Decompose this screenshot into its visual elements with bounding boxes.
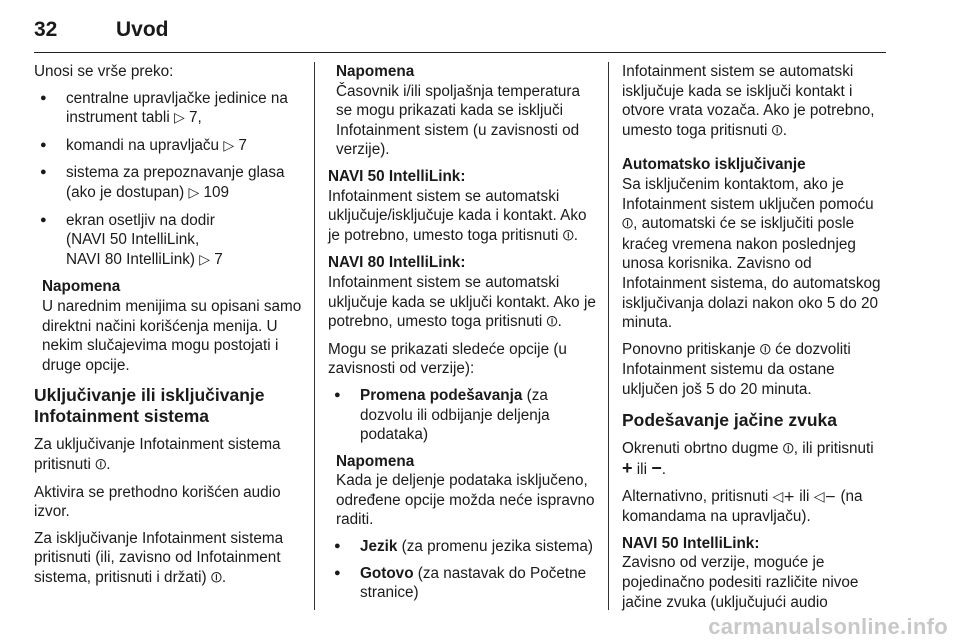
note-block — [328, 62, 598, 160]
subheading: NAVI 50 IntelliLink: — [622, 534, 760, 552]
power-knob-icon: ⏼ — [782, 440, 794, 457]
power-knob-icon: ⏼ — [622, 216, 634, 233]
page-header — [34, 18, 886, 53]
paragraph: Za uključivanje Infotainment sistema pritisnuti ⏼. — [34, 436, 281, 473]
paragraph: Infotainment sistem se automatski uključuje/isključuje kada i kontakt. Ako je potrebno, umesto toga pritisnuti ⏼. — [328, 187, 587, 244]
paragraph: Zavisno od verzije, moguće je pojedinačno podesiti različite nivoe jačine zvuka (uključujući audio — [622, 554, 859, 611]
paragraph: Infotainment sistem se automatski isključuje kada se isključi kontakt i otvore vrata vozača. Ako je potrebno, umesto toga pritisnuti ⏼. — [622, 63, 875, 139]
reference-arrow-icon: ▷ — [199, 251, 210, 268]
watermark: carmanualsonline.info — [708, 614, 948, 639]
volume-up-icon: ◁+ — [772, 488, 795, 505]
note-body: U narednim menijima su opisani samo direktni načini korišćenja menija. U nekim slučajevima mogu postojati i druge opcije. — [42, 297, 302, 374]
paragraph: Za isključivanje Infotainment sistema pritisnuti (ili, zavisno od Infotainment sistema, pritisnuti i držati) ⏼. — [34, 529, 284, 586]
subheading: NAVI 80 IntelliLink: — [328, 254, 466, 272]
list-item: ● Jezik (za promenu jezika sistema) — [328, 537, 598, 557]
reference-arrow-icon: ▷ — [173, 110, 185, 127]
list-item: ● komandi na upravljaču ▷ 7 — [34, 136, 304, 157]
column-divider — [608, 62, 609, 610]
intro-text: Unosi se vrše preko: — [34, 63, 174, 80]
input-list — [34, 89, 304, 271]
paragraph: Alternativno, pritisnuti ◁+ ili ◁− (na komandama na upravljaču). — [622, 487, 863, 526]
note-body: Časovnik i/ili spoljašnja temperatura se mogu prikazati kada se isključi Infotainment sistem (u zavisnosti od verzije). — [336, 82, 581, 159]
volume-down-icon: ◁− — [813, 488, 837, 505]
column-3 — [622, 62, 890, 619]
paragraph: Aktivira se prethodno korišćen audio izvor. — [34, 483, 281, 521]
column-divider — [314, 62, 315, 610]
power-knob-icon: ⏼ — [771, 122, 783, 139]
paragraph: Mogu se prikazati sledeće opcije (u zavisnosti od verzije): — [328, 340, 567, 378]
power-knob-icon: ⏼ — [759, 341, 771, 358]
paragraph: Ponovno pritiskanje ⏼ će dozvoliti Infotainment sistemu da ostane uključen još 5 do 20 minuta. — [622, 340, 851, 398]
plus-icon: + — [622, 458, 633, 479]
list-item: ● sistema za prepoznavanje glasa (ako je dostupan) ▷ 109 — [34, 163, 304, 203]
column-1 — [34, 62, 304, 595]
note-body: Kada je deljenje podataka isključeno, određene opcije možda neće ispravno raditi. — [336, 472, 595, 529]
note-block — [34, 277, 304, 375]
reference-arrow-icon: ▷ — [188, 184, 200, 201]
paragraph: Sa isključenim kontaktom, ako je Infotainment sistem uključen pomoću ⏼, automatski će se isključiti posle kraćeg vremena nakon poslednjeg unosa korisnika. Zavisno od Infotainment sistema, do automatskog isključivanja dolazi nakon oko 5 do 20 minuta. — [622, 175, 881, 332]
power-knob-icon: ⏼ — [210, 569, 222, 586]
power-knob-icon: ⏼ — [95, 456, 107, 473]
section-heading: Uključivanje ili isključivanje Infotainment sistema — [34, 385, 265, 427]
list-item: ● ekran osetljiv na dodir (NAVI 50 IntelliLink, NAVI 80 IntelliLink) ▷ 7 — [34, 211, 304, 271]
subheading: Automatsko isključivanje — [622, 156, 806, 174]
minus-icon: − — [651, 458, 662, 479]
column-2 — [328, 62, 598, 610]
power-knob-icon: ⏼ — [562, 227, 574, 244]
paragraph: Infotainment sistem se automatski uključuje kada se uključi kontakt. Ako je potrebno, umesto toga pritisnuti ⏼. — [328, 273, 596, 331]
subheading: NAVI 50 IntelliLink: — [328, 167, 466, 185]
section-heading: Podešavanje jačine zvuka — [622, 409, 837, 430]
list-item: ● Promena podešavanja (za dozvolu ili odbijanje deljenja podataka) — [328, 386, 598, 445]
note-title: Napomena — [336, 452, 415, 470]
note-title: Napomena — [336, 63, 415, 80]
chapter-title: Uvod — [116, 18, 169, 41]
note-title: Napomena — [42, 278, 121, 296]
note-block — [328, 452, 598, 530]
power-knob-icon: ⏼ — [546, 314, 558, 331]
page-number: 32 — [34, 18, 58, 41]
list-item: ● centralne upravljačke jedinice na instrument tabli ▷ 7, — [34, 89, 304, 129]
reference-arrow-icon: ▷ — [223, 137, 235, 154]
paragraph: Okrenuti obrtno dugme ⏼, ili pritisnuti + ili −. — [622, 439, 874, 479]
options-list — [328, 386, 598, 445]
list-item: ● Gotovo (za nastavak do Početne stranice) — [328, 564, 598, 603]
options-list — [328, 537, 598, 603]
